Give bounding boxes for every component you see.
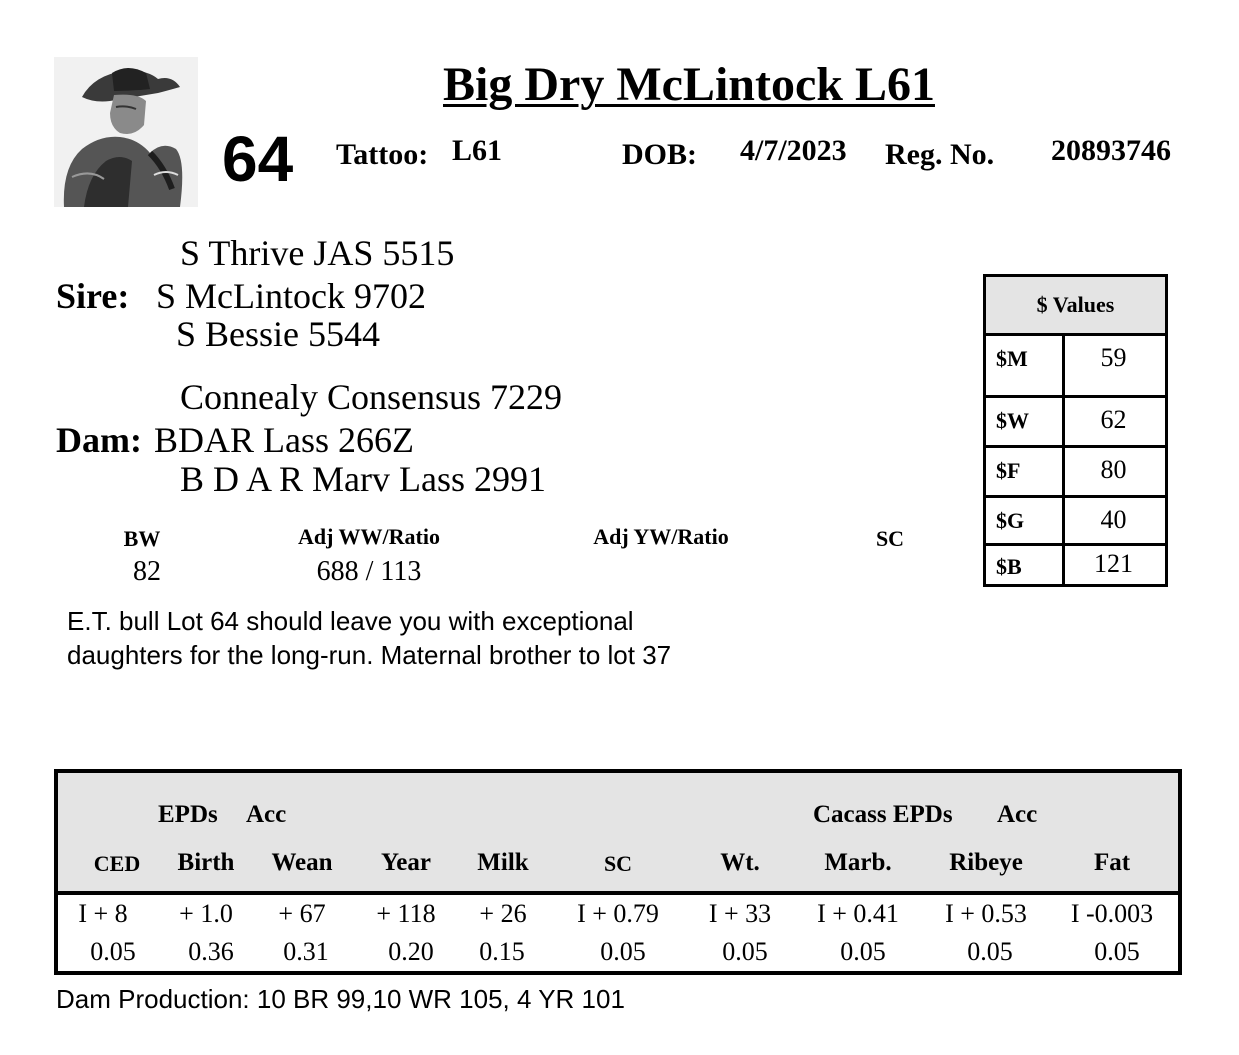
acc-value-sc: 0.05 (600, 937, 646, 966)
dollar-row-b (986, 543, 1165, 584)
acc-value-milk: 0.15 (479, 937, 525, 966)
dollar-value: 40 (1100, 505, 1127, 534)
dollar-row-g (986, 495, 1165, 545)
reg-no-value: 20893746 (1051, 134, 1171, 167)
epd-table (54, 769, 1182, 975)
column-header-ced: CED (93, 851, 141, 876)
epd-value-sc: I + 0.79 (577, 899, 659, 928)
description-line: E.T. bull Lot 64 should leave you with exceptional (67, 606, 634, 636)
dam-label: Dam: (56, 420, 142, 460)
column-header-year: Year (381, 849, 431, 876)
lot-description (67, 604, 767, 672)
column-header-ribeye: Ribeye (949, 849, 1023, 876)
column-header-wean: Wean (271, 849, 333, 876)
dollar-label: $G (996, 508, 1025, 533)
dollar-label: $M (996, 346, 1028, 371)
dollar-label: $B (996, 554, 1022, 579)
epd-value-marb: I + 0.41 (817, 899, 899, 928)
dollar-values-header: $ Values (986, 277, 1165, 336)
acc-value-marb: 0.05 (840, 937, 886, 966)
epd-table-header (58, 773, 1178, 895)
column-header-birth: Birth (177, 849, 235, 876)
acc-value-year: 0.20 (388, 937, 434, 966)
epd-value-ribeye: I + 0.53 (945, 899, 1027, 928)
acc-value-birth: 0.36 (188, 937, 234, 966)
cowboy-logo (54, 57, 198, 207)
dollar-value: 59 (1100, 343, 1127, 372)
reg-no-label: Reg. No. (885, 138, 995, 171)
dam-production: Dam Production: 10 BR 99,10 WR 105, 4 YR 101 (56, 984, 625, 1014)
acc-value-wt: 0.05 (722, 937, 768, 966)
dollar-value: 62 (1100, 405, 1127, 434)
sire-dam-name: S Bessie 5544 (176, 314, 381, 354)
sire-sire-name: S Thrive JAS 5515 (180, 233, 455, 273)
adj-yw-ratio-label: Adj YW/Ratio (593, 524, 729, 549)
epd-group-label: EPDs (158, 801, 218, 828)
dollar-values-table (983, 274, 1168, 587)
lot-number: 64 (222, 123, 294, 195)
column-header-milk: Milk (477, 849, 529, 876)
epd-value-fat: I -0.003 (1070, 899, 1154, 928)
sc-label: SC (875, 526, 905, 551)
dob-label: DOB: (622, 138, 697, 171)
sire-label: Sire: (56, 276, 130, 316)
dollar-label: $F (996, 458, 1021, 483)
sire-name: S McLintock 9702 (156, 276, 426, 316)
tattoo-value: L61 (452, 134, 503, 167)
acc-value-wean: 0.31 (283, 937, 329, 966)
dob-value: 4/7/2023 (740, 134, 847, 167)
dam-sire-name: Connealy Consensus 7229 (180, 377, 562, 417)
bw-value: 82 (133, 556, 161, 587)
dollar-label: $W (996, 408, 1029, 433)
dollar-row-m (986, 336, 1165, 386)
acc-value-ced: 0.05 (90, 937, 136, 966)
dollar-row-f (986, 445, 1165, 495)
epd-value-year: + 118 (376, 899, 436, 928)
epd-value-birth: + 1.0 (179, 899, 233, 928)
dam-dam-name: B D A R Marv Lass 2991 (180, 459, 547, 499)
adj-ww-ratio-label: Adj WW/Ratio (298, 524, 440, 549)
dollar-value: 80 (1100, 455, 1127, 484)
tattoo-label: Tattoo: (336, 138, 429, 171)
acc-value-fat: 0.05 (1094, 937, 1140, 966)
carcass-acc-label: Acc (997, 801, 1038, 828)
epd-value-ced: I + 8 (78, 899, 128, 928)
animal-name-title: Big Dry McLintock L61 (443, 58, 935, 111)
acc-value-ribeye: 0.05 (967, 937, 1013, 966)
column-header-sc: SC (603, 851, 633, 876)
epd-value-wt: I + 33 (708, 899, 772, 928)
column-header-marb: Marb. (824, 849, 892, 876)
column-header-wt: Wt. (720, 849, 760, 876)
column-header-fat: Fat (1093, 849, 1131, 876)
epd-acc-label: Acc (246, 801, 287, 828)
adj-ww-ratio-value: 688 / 113 (316, 556, 422, 587)
carcass-epd-group-label: Cacass EPDs (813, 801, 953, 828)
dollar-row-w (986, 395, 1165, 445)
dam-name: BDAR Lass 266Z (154, 420, 414, 460)
bw-label: BW (123, 526, 161, 551)
description-line: daughters for the long-run. Maternal brother to lot 37 (67, 640, 672, 670)
dollar-value: 121 (1094, 549, 1133, 578)
epd-value-milk: + 26 (479, 899, 527, 928)
epd-value-wean: + 67 (278, 899, 326, 928)
